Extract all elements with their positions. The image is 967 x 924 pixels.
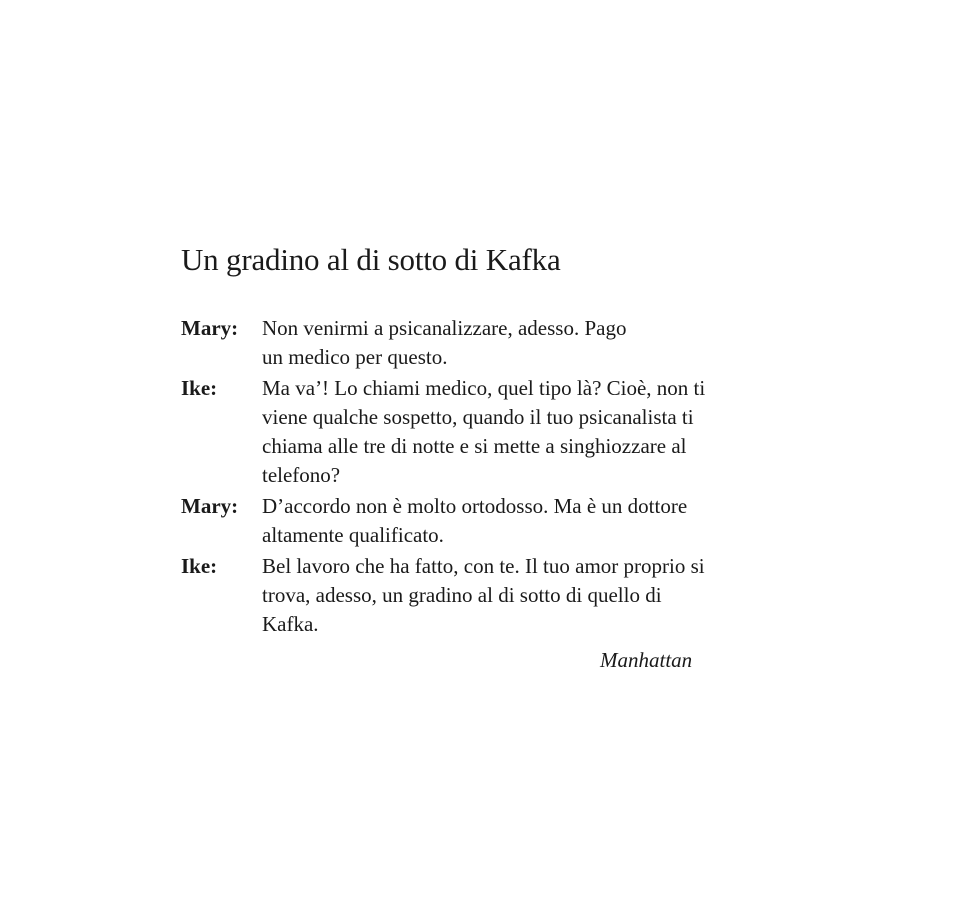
speech-line: viene qualche sospetto, quando il tuo psicanalista ti bbox=[262, 405, 694, 429]
speech-text bbox=[262, 374, 781, 490]
dialogue bbox=[181, 314, 781, 641]
page-title: Un gradino al di sotto di Kafka bbox=[181, 242, 561, 277]
speech-line: un medico per questo. bbox=[262, 345, 448, 369]
speaker-name: Mary: bbox=[181, 316, 239, 340]
speech-line: Ma va’! Lo chiami medico, quel tipo là? Cioè, non ti bbox=[262, 376, 706, 400]
speech-line: D’accordo non è molto ortodosso. Ma è un dottore bbox=[262, 494, 688, 518]
dialogue-exchange bbox=[181, 374, 781, 490]
dialogue-exchange bbox=[181, 492, 781, 550]
speech-line: telefono? bbox=[262, 463, 341, 487]
speech-text bbox=[262, 314, 781, 372]
speech-line: altamente qualificato. bbox=[262, 523, 444, 547]
speech-line: chiama alle tre di notte e si mette a singhiozzare al bbox=[262, 434, 687, 458]
dialogue-exchange bbox=[181, 314, 781, 372]
speaker-name: Mary: bbox=[181, 494, 239, 518]
speech-line: Kafka. bbox=[262, 612, 319, 636]
speech-line: trova, adesso, un gradino al di sotto di quello di bbox=[262, 583, 662, 607]
source-attribution: Manhattan bbox=[600, 648, 693, 672]
speech-text bbox=[262, 552, 781, 639]
dialogue-exchange bbox=[181, 552, 781, 639]
speech-text bbox=[262, 492, 781, 550]
speaker-name: Ike: bbox=[181, 376, 218, 400]
speaker-name: Ike: bbox=[181, 554, 218, 578]
speech-line: Bel lavoro che ha fatto, con te. Il tuo amor proprio si bbox=[262, 554, 705, 578]
speech-line: Non venirmi a psicanalizzare, adesso. Pago bbox=[262, 316, 627, 340]
